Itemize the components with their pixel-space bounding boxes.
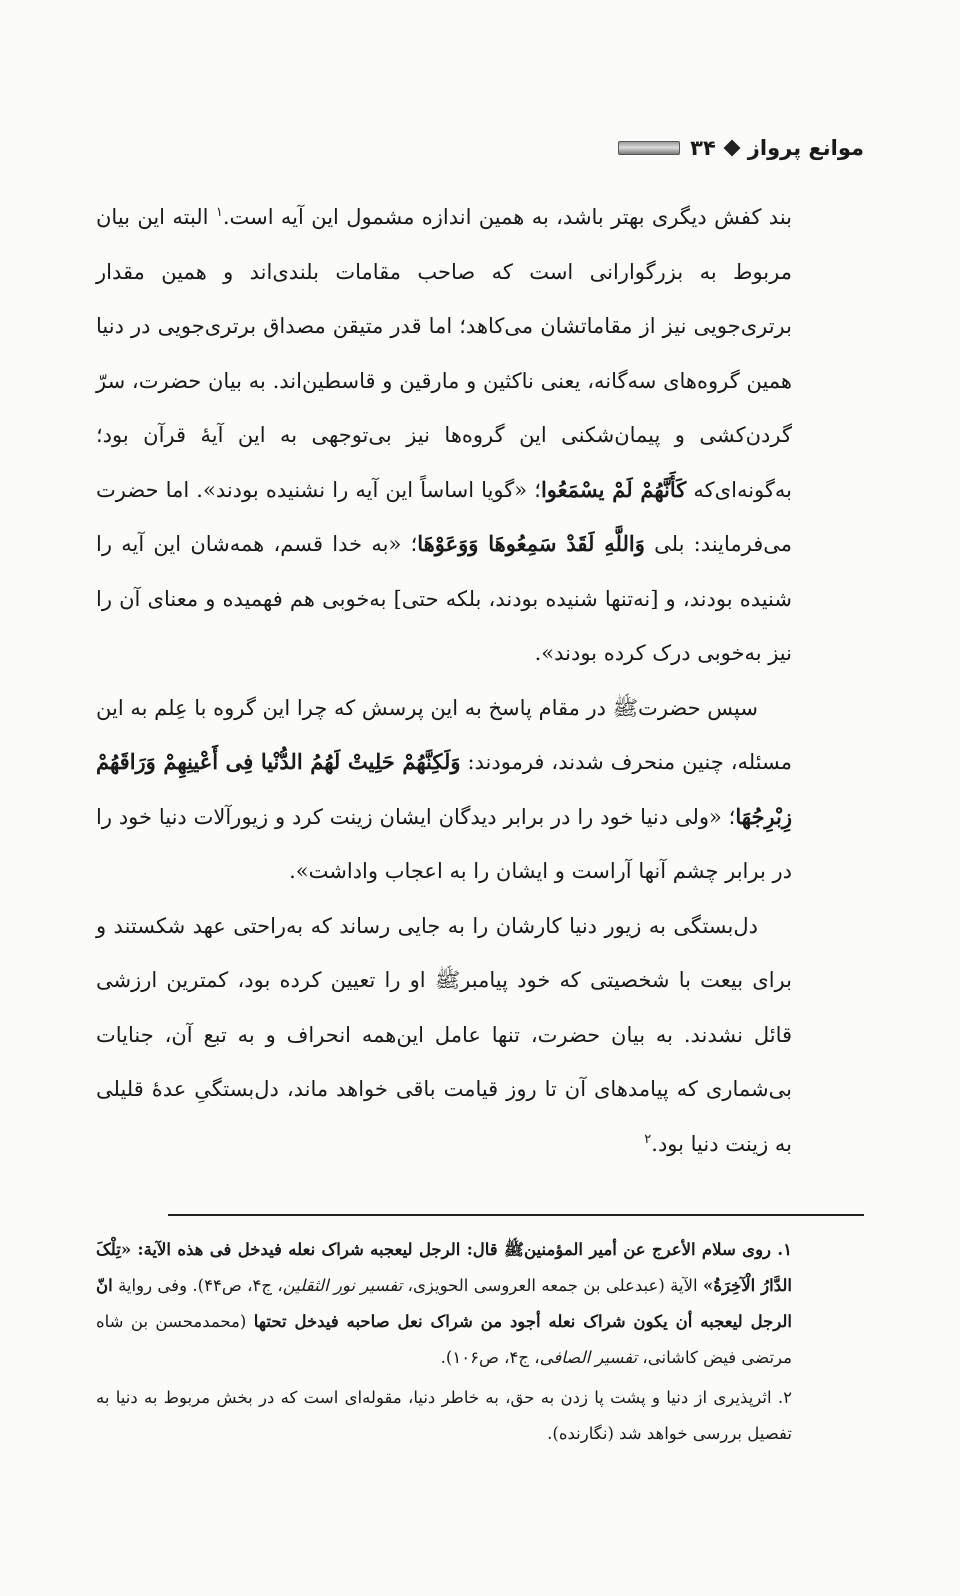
header-bar-ornament-icon (618, 141, 680, 155)
footnote-divider (168, 1214, 864, 1216)
footnote-1 (96, 1232, 792, 1376)
book-title: موانع پرواز (747, 136, 864, 160)
footnote-ref-2: ۲ (644, 1131, 652, 1147)
text-run: البته این بیان مربوط به بزرگوارانی است که صاحب مقامات بلندی‌اند و همین مقدار برتری‌جویی نیز از مقاماتشان می‌کاهد؛ اما قدر متیقن مصداق برتری‌جویی در دنیا همین گروه‌های سه‌گانه، یعنی ناکثین و مارقین و قاسطین‌اند. به بیان حضرت، سرّ گردن‌کشی و پیمان‌شکنی این گروه‌ها نیز بی‌توجهی به این آیهٔ قرآن بود؛ به‌گونه‌ای‌که (96, 205, 792, 502)
paragraph-2 (96, 681, 792, 899)
book-reference: تفسیر الصافی (539, 1348, 638, 1367)
text-run: ، ج۴، ص۱۰۶). (440, 1348, 540, 1367)
paragraph-1 (96, 190, 792, 681)
text-run: (محمدمحسن بن شاه مرتضی فیض کاشانی، (96, 1312, 792, 1367)
footnotes (96, 1232, 792, 1456)
diamond-ornament-icon (723, 140, 740, 157)
main-text (96, 190, 792, 1171)
footnote-2: ۲. اثرپذیری از دنیا و پشت پا زدن به حق، به خاطر دنیا، مقوله‌ای است که در بخش مربوط به دنیا به تفصیل بررسی خواهد شد (نگارنده). (96, 1388, 792, 1443)
text-run: انّ الرجل لیعجبه أن یکون شراک نعله أجود من شراک نعل صاحبه فیدخل تحتها (96, 1276, 793, 1331)
quran-quote: «تِلْکَ الدَّارُ الْآخِرَةُ» (96, 1240, 792, 1295)
text-run: سپس حضرتﷺ در مقام پاسخ به این پرسش که چرا این گروه با عِلم به این مسئله، چنین منحرف شدند، فرمودند: (95, 695, 792, 774)
paragraph-3 (96, 899, 792, 1172)
hadith-quote: وَاللَّهِ لَقَدْ سَمِعُوهَا وَوَعَوْهَا (417, 531, 645, 556)
page-number: ۳۴ (690, 136, 716, 160)
text-run: دل‌بستگی به زیور دنیا کارشان را به جایی رساند که به‌راحتی عهد شکستند و برای بیعت با شخصیتی که خود پیامبرﷺ او را تعیین کرده بود، کمترین ارزشی قائل نشدند. به بیان حضرت، تنها عامل این‌همه انحراف و به تبع آن، جنایات بی‌شماری که پیامدهای آن تا روز قیامت باقی خواهد ماند، دل‌بستگیِ عدهٔ قلیلی به زینت دنیا بود. (96, 913, 793, 1156)
hadith-quote: وَلَکِنَّهُمْ حَلِیتْ لَهُمُ الدُّنْیا فِی أَعْینِهِمْ وَرَاقَهُمْ زِبْرِجُهَا (96, 749, 792, 829)
text-run: ؛ «ولی دنیا خود را در برابر دیدگان ایشان زینت کرد و زیورآلات دنیا خود را در برابر چشم آنها آراست و ایشان را به اعجاب واداشت». (96, 804, 792, 883)
quran-quote: کَأَنَّهُمْ لَمْ یسْمَعُوا (540, 476, 687, 502)
text-run: ۱. روی سلام الأعرج عن أمیر المؤمنینﷺ قال: الرجل لیعجبه شراک نعله فیدخل فی هذه الآیة: (131, 1240, 792, 1259)
running-header (560, 128, 864, 168)
text-run: ؛ «به خدا قسم، همه‌شان این آیه را شنیده بودند، و [نه‌تنها شنیده بودند، بلکه حتی] به‌خوبی هم فهمیده و معنای آن را نیز به‌خوبی درک کرده بودند». (96, 532, 792, 665)
text-run: ؛ «گویا اساساً این آیه را نشنیده بودند». اما حضرت می‌فرمایند: بلی (96, 477, 792, 556)
footnote-ref-1: ۱ (215, 205, 223, 220)
text-run: ، ج۴، ص۴۴). وفی روایة (112, 1276, 283, 1295)
book-reference: تفسیر نور الثقلین (282, 1276, 403, 1295)
text-run: الآیة (عبدعلی بن جمعه العروسی الحویزی، (402, 1276, 703, 1295)
text-run: بند کفش دیگری بهتر باشد، به همین اندازه مشمول این آیه است. (222, 205, 793, 229)
